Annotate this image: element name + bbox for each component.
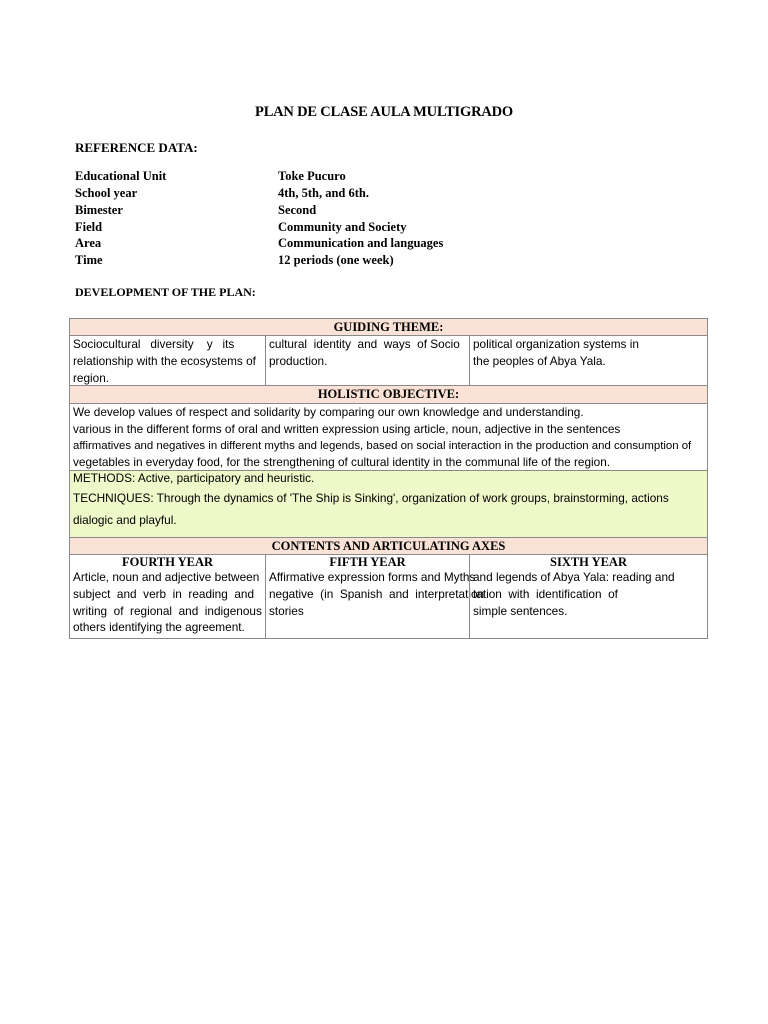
reference-value: 12 periods (one week) [278,253,394,267]
sixth-year-title: SIXTH YEAR [550,555,627,569]
holistic-objective-text: We develop values of respect and solidarity by comparing our own knowledge and understanding. [73,405,584,419]
contents-text: simple sentences. [473,603,568,618]
reference-label: School year [75,186,138,200]
reference-heading: REFERENCE DATA: [75,140,198,155]
page-title: PLAN DE CLASE AULA MULTIGRADO [255,104,513,120]
contents-text: writing of regional and indigenous [73,603,262,618]
contents-text: subject and verb in reading and [73,586,255,601]
contents-text: and legends of Abya Yala: reading and [473,570,675,584]
fourth-year-title: FOURTH YEAR [121,555,214,569]
guiding-theme-text: the peoples of Abya Yala. [473,353,606,368]
fifth-year-title: FIFTH YEAR [329,555,406,569]
techniques-text: TECHNIQUES: Through the dynamics of 'The Ship is Sinking', organization of work groups, brainstorming, actions [73,491,669,505]
contents-header [69,537,708,555]
guiding-theme-heading: GUIDING THEME: [333,320,444,334]
reference-label: Area [75,236,102,250]
contents-text: Affirmative expression forms and Myths [269,570,476,584]
guiding-theme-text: region. [73,370,110,385]
reference-value: Second [278,203,317,217]
reference-value: 4th, 5th, and 6th. [278,186,369,200]
contents-col-fourth [69,554,266,639]
reference-row [75,236,635,253]
holistic-objective-text: affirmatives and negatives in different myths and legends, based on social interaction in the production and consumption of [73,439,692,452]
guiding-theme-text: cultural identity and ways of Socio [269,337,460,351]
reference-value: Toke Pucuro [278,169,346,183]
guiding-theme-text: political organization systems in [473,337,639,351]
contents-col-sixth [469,554,708,639]
reference-row [75,169,635,186]
contents-col-fifth [265,554,485,639]
contents-heading: CONTENTS AND ARTICULATING AXES [271,539,506,553]
reference-row [75,203,635,220]
reference-label: Bimester [75,203,123,217]
guiding-theme-col-2 [265,335,470,386]
holistic-objective-text: various in the different forms of oral and written expression using article, noun, adjective in the sentences [73,421,621,436]
reference-label: Time [75,253,103,267]
contents-text: others identifying the agreement. [73,620,245,635]
reference-row [75,253,635,270]
contents-text: tation with identification of [473,586,618,601]
reference-row [75,220,635,237]
guiding-theme-text: Sociocultural diversity y its [73,337,235,351]
methods-text: METHODS: Active, participatory and heuristic. [73,471,315,485]
guiding-theme-col-1 [69,335,266,386]
holistic-objective-text: vegetables in everyday food, for the strengthening of cultural identity in the communal life of the region. [73,455,611,470]
reference-label: Educational Unit [75,169,167,183]
methods-box [69,470,708,538]
holistic-objective-header [69,385,708,404]
contents-text: negative (in Spanish and interpretation [269,586,485,601]
guiding-theme-text: production. [269,353,328,368]
development-heading: DEVELOPMENT OF THE PLAN: [75,285,256,299]
holistic-objective-heading: HOLISTIC OBJECTIVE: [317,387,460,401]
guiding-theme-text: relationship with the ecosystems of [73,353,256,368]
reference-label: Field [75,220,103,234]
contents-text: stories [269,603,304,618]
reference-value: Community and Society [278,220,407,234]
reference-row [75,186,635,203]
guiding-theme-col-3 [469,335,708,386]
contents-text: Article, noun and adjective between [73,570,260,584]
guiding-theme-header [69,318,708,336]
reference-value: Communication and languages [278,236,444,250]
techniques-text: dialogic and playful. [73,513,177,527]
holistic-objective-body [69,403,708,471]
